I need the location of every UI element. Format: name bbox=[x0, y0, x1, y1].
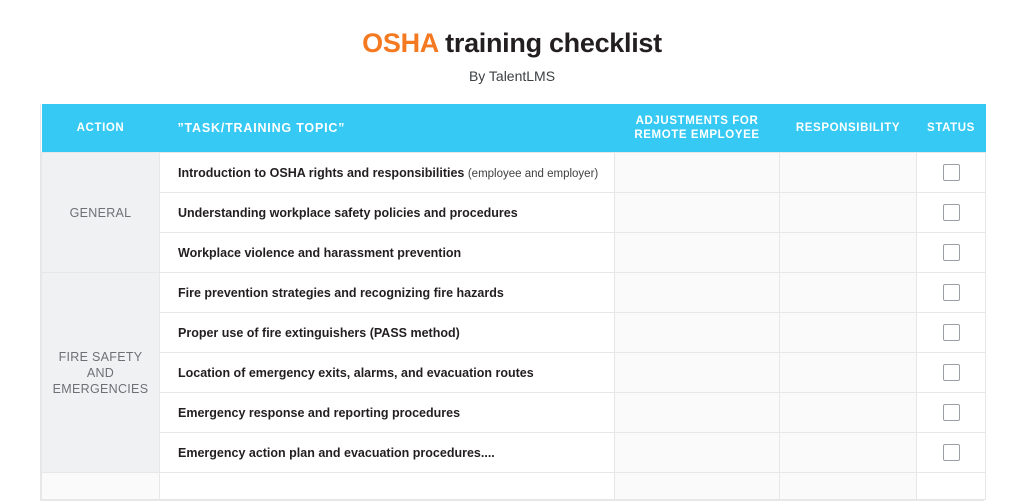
adjustments-cell[interactable] bbox=[615, 233, 780, 273]
task-cell bbox=[160, 193, 615, 233]
task-cell bbox=[160, 393, 615, 433]
title-brand: OSHA bbox=[362, 28, 438, 58]
page-title bbox=[0, 26, 1024, 60]
task-text: Understanding workplace safety policies and procedures bbox=[178, 205, 518, 220]
table-footer-spacer-row bbox=[42, 473, 986, 500]
adjustments-cell[interactable] bbox=[615, 353, 780, 393]
task-text: Emergency action plan and evacuation procedures.... bbox=[178, 445, 495, 460]
task-text: Introduction to OSHA rights and responsibilities bbox=[178, 165, 465, 180]
adjustments-cell[interactable] bbox=[615, 153, 780, 193]
status-cell bbox=[917, 193, 986, 233]
status-cell bbox=[917, 353, 986, 393]
status-checkbox[interactable] bbox=[943, 244, 960, 261]
table-body bbox=[42, 153, 986, 500]
spacer-cell-responsibility bbox=[780, 473, 917, 500]
task-cell bbox=[160, 313, 615, 353]
table-row bbox=[42, 193, 986, 233]
adjustments-cell[interactable] bbox=[615, 393, 780, 433]
task-cell bbox=[160, 233, 615, 273]
spacer-cell-adjustments bbox=[615, 473, 780, 500]
column-header-adjustments: ADJUSTMENTS FOR REMOTE EMPLOYEE bbox=[615, 104, 780, 153]
status-cell bbox=[917, 393, 986, 433]
status-checkbox[interactable] bbox=[943, 204, 960, 221]
responsibility-cell[interactable] bbox=[780, 193, 917, 233]
table-row bbox=[42, 233, 986, 273]
task-text: Emergency response and reporting procedures bbox=[178, 405, 461, 420]
column-header-status: STATUS bbox=[917, 104, 986, 153]
responsibility-cell[interactable] bbox=[780, 433, 917, 473]
task-text: Workplace violence and harassment prevention bbox=[178, 245, 462, 260]
task-text: Location of emergency exits, alarms, and evacuation routes bbox=[178, 365, 534, 380]
task-cell bbox=[160, 273, 615, 313]
checklist-page bbox=[0, 26, 1024, 468]
responsibility-cell[interactable] bbox=[780, 313, 917, 353]
page-subtitle: By TalentLMS bbox=[468, 68, 556, 84]
checklist-table bbox=[41, 104, 986, 500]
table-row bbox=[42, 273, 986, 313]
table-row bbox=[42, 153, 986, 193]
table-row bbox=[42, 353, 986, 393]
status-cell bbox=[917, 273, 986, 313]
group-label-fire-safety: FIRE SAFETY AND EMERGENCIES bbox=[42, 273, 160, 473]
responsibility-cell[interactable] bbox=[780, 393, 917, 433]
status-checkbox[interactable] bbox=[943, 324, 960, 341]
adjustments-cell[interactable] bbox=[615, 433, 780, 473]
column-header-action: ACTION bbox=[42, 104, 160, 153]
task-cell bbox=[160, 353, 615, 393]
table-header-row bbox=[42, 104, 986, 153]
task-note: (employee and employer) bbox=[467, 167, 599, 180]
status-cell bbox=[917, 313, 986, 353]
checklist-table-wrapper bbox=[40, 104, 984, 501]
task-text: Fire prevention strategies and recognizing fire hazards bbox=[178, 285, 504, 300]
status-checkbox[interactable] bbox=[943, 284, 960, 301]
table-row bbox=[42, 433, 986, 473]
status-checkbox[interactable] bbox=[943, 364, 960, 381]
task-cell bbox=[160, 153, 615, 193]
status-checkbox[interactable] bbox=[943, 164, 960, 181]
responsibility-cell[interactable] bbox=[780, 153, 917, 193]
task-text: Proper use of fire extinguishers (PASS method) bbox=[178, 325, 460, 340]
spacer-cell-status bbox=[917, 473, 986, 500]
status-checkbox[interactable] bbox=[943, 444, 960, 461]
spacer-cell-topic bbox=[160, 473, 615, 500]
responsibility-cell[interactable] bbox=[780, 353, 917, 393]
status-cell bbox=[917, 433, 986, 473]
title-rest: training checklist bbox=[437, 28, 662, 58]
spacer-cell-action bbox=[42, 473, 160, 500]
column-header-topic: ”TASK/TRAINING TOPIC” bbox=[160, 104, 615, 153]
table-header bbox=[42, 104, 986, 153]
status-checkbox[interactable] bbox=[943, 404, 960, 421]
adjustments-cell[interactable] bbox=[615, 313, 780, 353]
table-row bbox=[42, 393, 986, 433]
adjustments-cell[interactable] bbox=[615, 193, 780, 233]
table-row bbox=[42, 313, 986, 353]
status-cell bbox=[917, 153, 986, 193]
responsibility-cell[interactable] bbox=[780, 273, 917, 313]
task-cell bbox=[160, 433, 615, 473]
responsibility-cell[interactable] bbox=[780, 233, 917, 273]
adjustments-cell[interactable] bbox=[615, 273, 780, 313]
status-cell bbox=[917, 233, 986, 273]
column-header-responsibility: RESPONSIBILITY bbox=[780, 104, 917, 153]
group-label-general: GENERAL bbox=[42, 153, 160, 273]
